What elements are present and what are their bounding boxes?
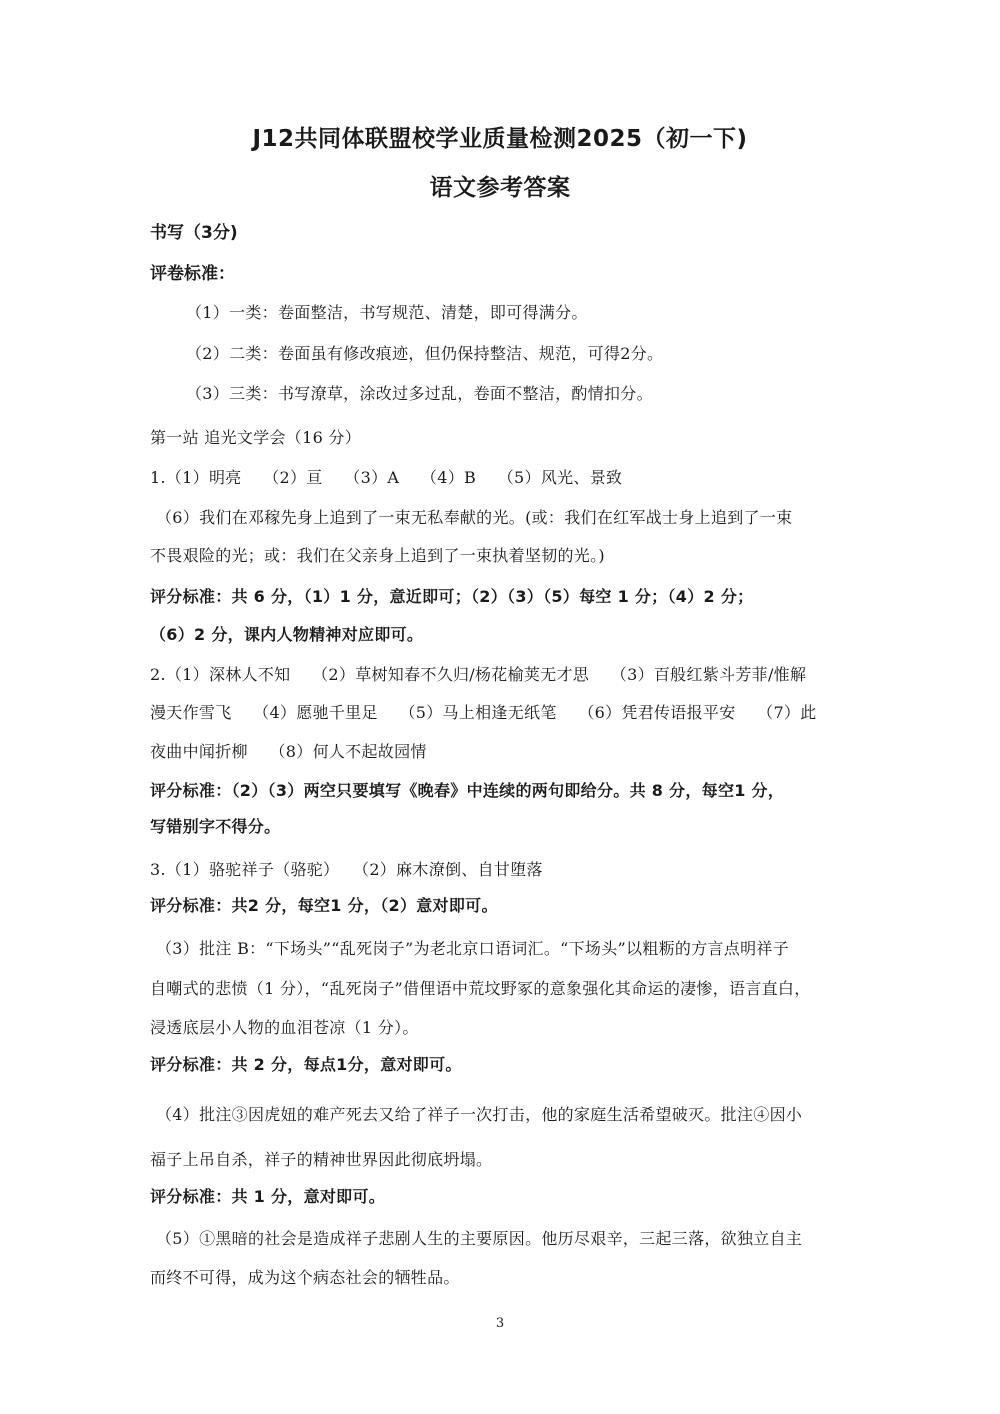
q1-score-line1: 评分标准：共 6 分，（1）1 分，意近即可；（2）（3）（5）每空 1 分；（4）2 分； [150,587,754,606]
station1-heading: 第一站 追光文学会（16 分） [150,428,362,447]
writing-item-1: （1）一类：卷面整洁，书写规范、清楚，即可得满分。 [186,303,588,322]
q2-line2: 漫天作雪飞 （4）愿驰千里足 （5）马上相逢无纸笔 （6）凭君传语报平安 （7）此 [150,703,817,722]
q2-score-line2: 写错别字不得分。 [150,817,281,836]
q1-line3: 不畏艰险的光；或：我们在父亲身上追到了一束执着坚韧的光。) [150,546,605,565]
q2-score-line1: 评分标准：（2）（3）两空只要填写《晚春》中连续的两句即给分。共 8 分，每空1 分， [150,781,785,800]
q3-part3-line3: 浸透底层小人物的血泪苍凉（1 分）。 [150,1018,419,1037]
writing-criteria-heading: 评卷标准： [150,264,235,284]
q3-part3-score: 评分标准：共 2 分，每点1分，意对即可。 [150,1055,462,1074]
q3-part3-line1: （3）批注 B：“下场头”“乱死岗子”为老北京口语词汇。“下场头”以粗粝的方言点明祥子 [156,939,790,958]
q3-part3-line2: 自嘲式的悲愤（1 分），“乱死岗子”借俚语中荒坟野冢的意象强化其命运的凄惨，语言直白， [150,979,811,998]
q3-part4-score: 评分标准：共 1 分，意对即可。 [150,1187,386,1206]
document-title: J12共同体联盟校学业质量检测2025（初一下) [252,126,748,152]
writing-item-2: （2）二类：卷面虽有修改痕迹，但仍保持整洁、规范，可得2分。 [186,344,664,363]
q2-line1: 2.（1）深林人不知 （2）草树知春不久归/杨花榆荚无才思 （3）百般红紫斗芳菲/惟解 [150,665,807,684]
q1-score-line2: （6）2 分，课内人物精神对应即可。 [150,625,424,644]
q2-line3: 夜曲中闻折柳 （8）何人不起故园情 [150,742,427,761]
q3-score-line1: 评分标准：共2 分，每空1 分，（2）意对即可。 [150,896,498,915]
q3-part4-line1: （4）批注③因虎妞的难产死去又给了祥子一次打击，他的家庭生活希望破灭。批注④因小 [156,1105,803,1124]
q3-part5-line2: 而终不可得，成为这个病态社会的牺牲品。 [150,1268,460,1287]
document-subtitle: 语文参考答案 [429,175,571,201]
page-number: 3 [495,1316,505,1331]
writing-heading: 书写（3分) [150,223,238,243]
q1-line2: （6）我们在邓稼先身上追到了一束无私奉献的光。(或：我们在红军战士身上追到了一束 [156,508,793,527]
q3-part5-line1: （5）①黑暗的社会是造成祥子悲剧人生的主要原因。他历尽艰辛，三起三落，欲独立自主 [156,1229,803,1248]
q3-part4-line2: 福子上吊自杀，祥子的精神世界因此彻底坍塌。 [150,1150,493,1169]
q1-line1: 1.（1）明亮 （2）亘 （3）A （4）B （5）风光、景致 [150,468,623,487]
q3-line1: 3.（1）骆驼祥子（骆驼） （2）麻木潦倒、自甘堕落 [150,860,543,879]
writing-item-3: （3）三类：书写潦草，涂改过多过乱，卷面不整洁，酌情扣分。 [186,384,653,403]
